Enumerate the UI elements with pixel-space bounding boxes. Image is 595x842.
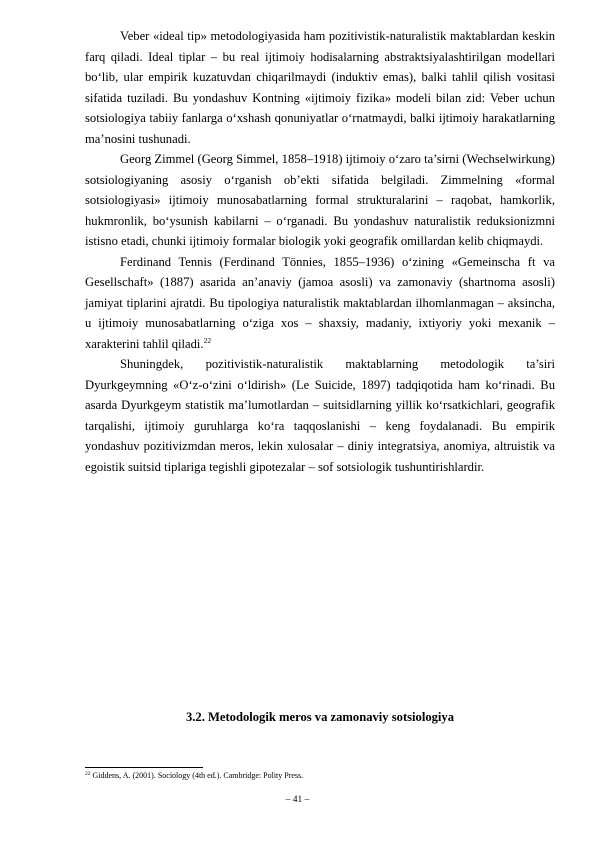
paragraph-simmel bbox=[85, 149, 555, 252]
paragraph-text: Shuningdek, pozitivistik-naturalistik maktablarning metodologik ta’siri Dyurkgeymning «O‘z-o‘zini o‘ldirish» (Le Suicide, 1897) tadqiqotida ham ko‘rinadi. Bu asarda Dyurkgeym statistik ma’lumotlardan – suitsidlarning yillik ko‘rsatkichlari, geografik tarqalishi, ijtimoiy guruhlarga ko‘ra taqqoslanishi – keng foydalanadi. Bu empirik yondashuv pozitivizmdan meros, lekin xulosalar – diniy integratsiya, anomiya, altruistik va egoistik suitsid tiplariga tegishli gipotezalar – sof sotsiologik tushuntirishlardir. bbox=[85, 357, 555, 474]
paragraph-text: Georg Zimmel (Georg Simmel, 1858–1918) ijtimoiy o‘zaro ta’sirni (Wechselwirkung) sotsiologiyaning asosiy o‘rganish ob’ekti sifatida belgiladi. Zimmelning «formal sotsiologiyasi» ijtimoiy munosabatlarning formal strukturalarini – raqobat, hamkorlik, hukmronlik, bo‘ysunish kabilarni – o‘rganadi. Bu yondashuv naturalistik reduksionizmni istisno etadi, chunki ijtimoiy formalar biologik yoki geografik omillardan kelib chiqmaydi. bbox=[85, 152, 555, 248]
footnote-reference: 22 bbox=[203, 335, 212, 345]
footnote-number: 22 bbox=[85, 771, 91, 777]
paragraph-weber bbox=[85, 26, 555, 149]
footnote bbox=[85, 770, 555, 781]
footnote-text: Giddens, A. (2001). Sociology (4th ed.). Cambridge: Polity Press. bbox=[92, 771, 304, 780]
body-text bbox=[85, 26, 555, 477]
paragraph-text: Veber «ideal tip» metodologiyasida ham pozitivistik-naturalistik maktablardan keskin farq qiladi. Ideal tiplar – bu real ijtimoiy hodisalarning abstraktsiyalashtirilgan modellari bo‘lib, ular empirik kuzatuvdan chiqarilmaydi (induktiv emas), balki tahlil qilish vositasi sifatida tuziladi. Bu yondashuv Kontning «ijtimoiy fizika» modeli bilan zid: Veber uchun sotsiologiya tabiiy fanlarga o‘xshash qonuniyatlar o‘rnatmaydi, balki ijtimoiy harakatlarning ma’nosini tushunadi. bbox=[85, 29, 555, 146]
footnote-divider bbox=[85, 767, 203, 768]
section-heading: 3.2. Metodologik meros va zamonaviy sotsiologiya bbox=[185, 710, 455, 724]
paragraph-text: Ferdinand Tennis (Ferdinand Tönnies, 1855–1936) o‘zining «Gemeinscha ft va Gesellschaft» (1887) asarida an’anaviy (jamoa asosli) va zamonaviy (shartnoma asosli) jamiyat tiplarini ajratdi. Bu tipologiya naturalistik maktablardan ilhomlanmagan – aksincha, u ijtimoiy munosabatlarning o‘ziga xos – shaxsiy, madaniy, ixtiyoriy yoki mexanik – xarakterini tahlil qiladi. bbox=[85, 254, 555, 351]
paragraph-durkheim bbox=[85, 354, 555, 477]
page-number: – 41 – bbox=[285, 795, 310, 805]
paragraph-tonnies bbox=[85, 252, 555, 355]
